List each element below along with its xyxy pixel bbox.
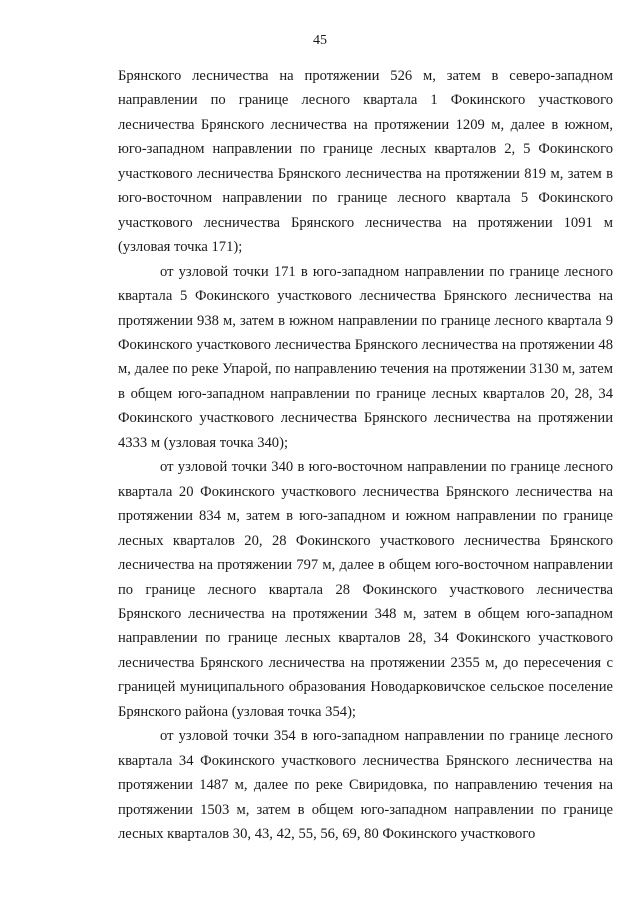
page-number: 45 xyxy=(313,33,327,48)
paragraph-node-354: от узловой точки 354 в юго-западном направлении по границе лесного квартала 34 Фокинского участкового лесничества Брянского лесничества на протяжении 1487 м, далее по реке Свиридовка, по направлению течения на протяжении 1503 м, затем в общем юго-западном направлении по границе лесных кварталов 30, 43, 42, 55, 56, 69, 80 Фокинского участкового xyxy=(118,728,613,843)
document-body xyxy=(118,64,613,847)
paragraph-continued: Брянского лесничества на протяжении 526 м, затем в северо-западном направлении по границе лесного квартала 1 Фокинского участкового лесничества Брянского лесничества на протяжении 1209 м, далее в южном, юго-западном направлении по границе лесных кварталов 2, 5 Фокинского участкового лесничества Брянского лесничества на протяжении 819 м, затем в юго-восточном направлении по границе лесного квартала 5 Фокинского участкового лесничества Брянского лесничества на протяжении 1091 м (узловая точка 171); xyxy=(118,68,613,256)
paragraph-node-171: от узловой точки 171 в юго-западном направлении по границе лесного квартала 5 Фокинского участкового лесничества Брянского лесничества на протяжении 938 м, затем в южном направлении по границе лесного квартала 9 Фокинского участкового лесничества Брянского лесничества на протяжении 48 м, далее по реке Упарой, по направлению течения на протяжении 3130 м, затем в общем юго-западном направлении по границе лесных кварталов 20, 28, 34 Фокинского участкового лесничества Брянского лесничества на протяжении 4333 м (узловая точка 340); xyxy=(118,263,613,451)
paragraph-node-340: от узловой точки 340 в юго-восточном направлении по границе лесного квартала 20 Фокинского участкового лесничества Брянского лесничества на протяжении 834 м, затем в юго-западном и южном направлении по границе лесных кварталов 20, 28 Фокинского участкового лесничества Брянского лесничества на протяжении 797 м, далее в общем юго-восточном направлении по границе лесного квартала 28 Фокинского участкового лесничества Брянского лесничества на протяжении 348 м, затем в общем юго-западном направлении по границе лесных кварталов 28, 34 Фокинского участкового лесничества Брянского лесничества на протяжении 2355 м, до пересечения с границей муниципального образования Новодарковичское сельское поселение Брянского района (узловая точка 354); xyxy=(118,459,613,720)
